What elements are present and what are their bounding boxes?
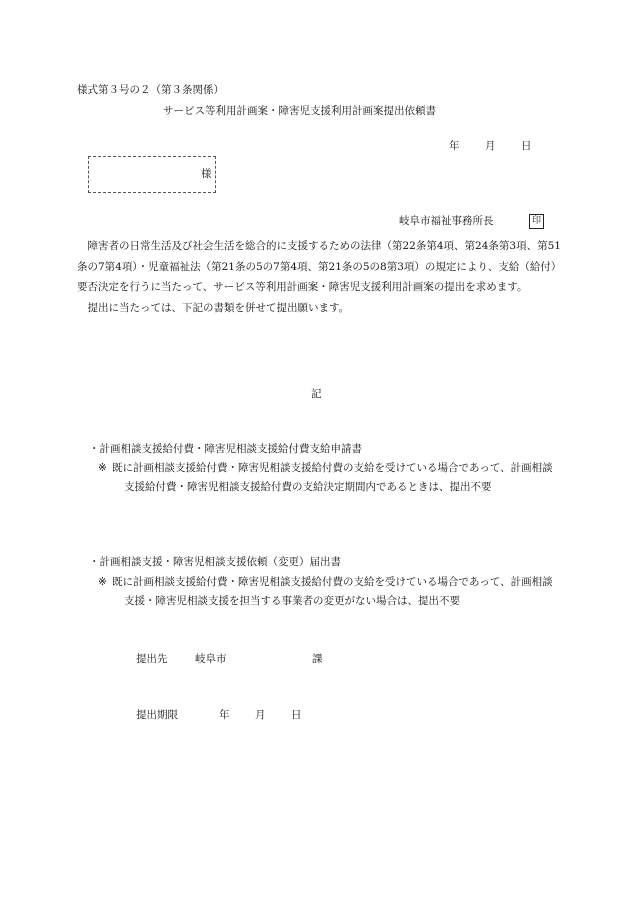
body-paragraph-2: 提出に当たっては、下記の書類を併せて提出願います。 [87,301,350,314]
date-day: 日 [521,140,532,152]
submission-section-suffix: 課 [312,653,323,665]
submission-deadline-label: 提出期限 [136,709,178,721]
body-text [77,236,562,318]
item-1-title: ・計画相談支援給付費・障害児相談支援給付費支給申請書 [89,443,362,455]
form-number: 様式第３号の２（第３条関係） [77,84,224,96]
submission-destination-label: 提出先 [136,653,168,665]
body-paragraph-1: 障害者の日常生活及び社会生活を総合的に支援するための法律（第22条第4項、第24条第3項、第51条の7第4項）・児童福祉法（第21条の5の7第4項、第21条の5の8第3項）の規定により、支給（給付）要否決定を行うに当たって、サービス等利用計画案・障害児支援利用計画案の提出を求めます。 [77,240,562,293]
document-title: サービス等利用計画案・障害児支援利用計画案提出依頼書 [163,105,436,117]
item-1-note [98,459,560,497]
item-2-note-text: 既に計画相談支援給付費・障害児相談支援給付費の支給を受けている場合であって、計画相談支援・障害児相談支援を担当する事業者の変更がない場合は、提出不要 [112,576,553,607]
deadline-month: 月 [255,709,266,721]
item-2-note-mark: ※ [98,576,107,588]
issuer-name: 岐阜市福祉事務所長 [399,215,494,227]
submission-city: 岐阜市 [195,653,227,665]
deadline-day: 日 [291,709,302,721]
seal-stamp: 印 [529,214,544,229]
item-1-note-text: 既に計画相談支援給付費・障害児相談支援給付費の支給を受けている場合であって、計画相談支援給付費・障害児相談支援給付費の支給決定期間内であるときは、提出不要 [112,462,553,493]
date-month: 月 [485,140,496,152]
date-year: 年 [449,140,460,152]
deadline-year: 年 [219,709,230,721]
item-2-note [98,573,560,611]
addressee-box[interactable] [88,156,216,193]
item-2-title: ・計画相談支援・障害児相談支援依頼（変更）届出書 [89,556,341,568]
item-1-note-mark: ※ [98,462,107,474]
ki-heading: 記 [311,388,322,400]
addressee-honorific: 様 [201,168,212,180]
